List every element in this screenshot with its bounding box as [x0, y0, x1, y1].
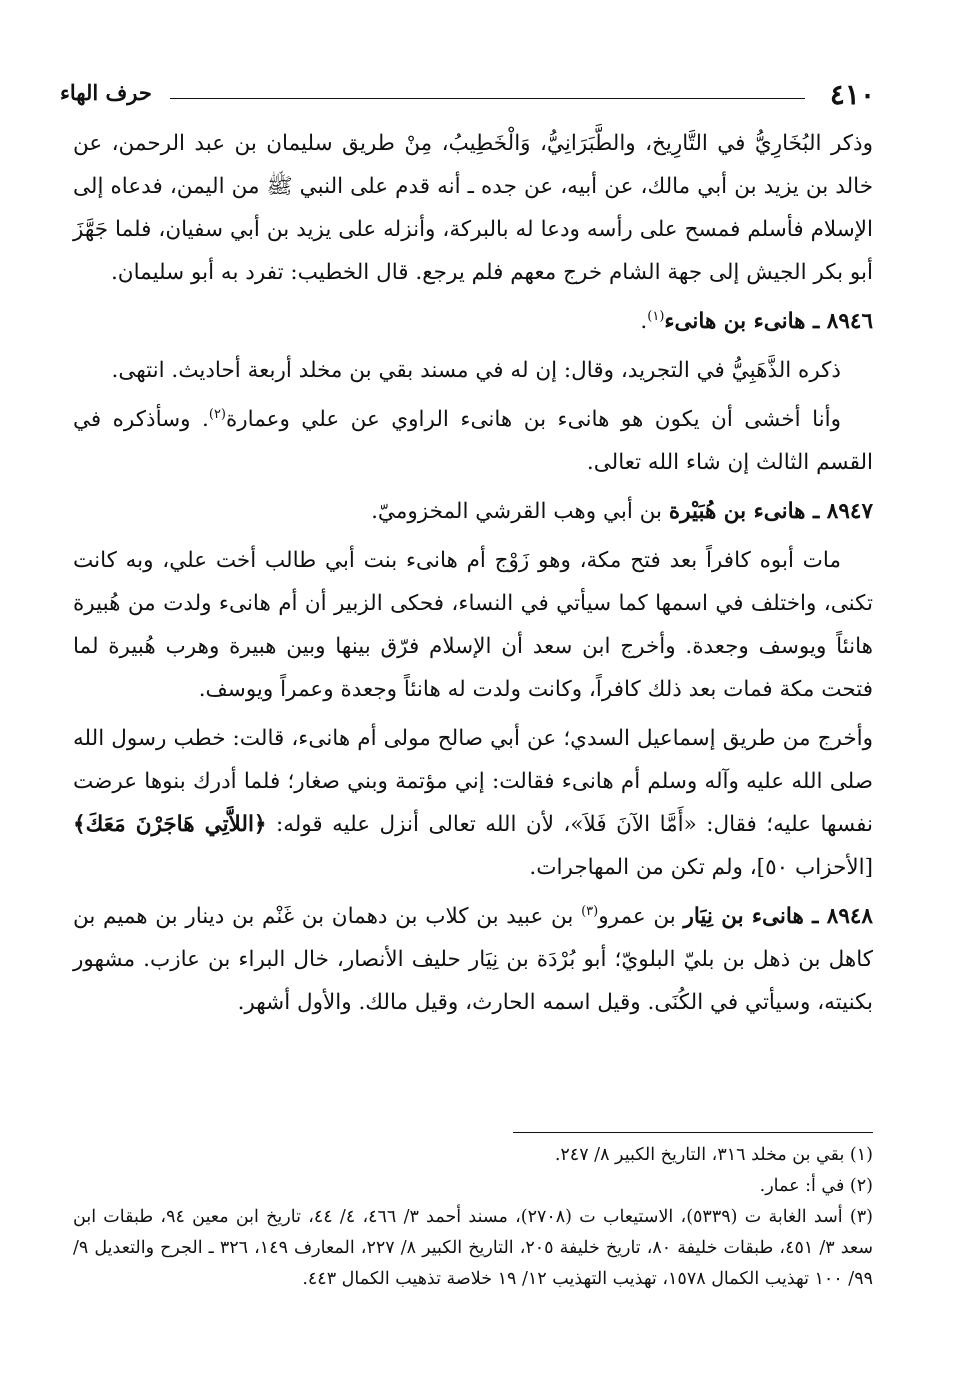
entry-heading: ٨٩٤٨ ـ هانىء بن نِيَار	[683, 904, 873, 929]
paragraph-father-death: مات أبوه كافراً بعد فتح مكة، وهو زَوْج أم هانىء بنت أبي طالب أخت علي، وبه كانت تكنى، واختلف في اسمها كما سيأتي في النساء، فحكى الزبير أن أم هانىء ولدت من هُبيرة هانئاً ويوسف وجعدة. وأخرج ابن سعد أن الإسلام فرّق بينها وبين هبيرة وهرب هُبيرة لما فتحت مكة فمات بعد ذلك كافراً، وكانت ولدت له هانئاً وجعدة وعمراً ويوسف.	[73, 548, 873, 702]
entry-lineage: بن عمرو	[598, 904, 684, 929]
footnote-rule	[513, 1132, 873, 1133]
entry-lineage: بن عبيد بن كلاب بن دهمان بن غَنْم بن دينار بن هميم بن كاهل بن ذهل بن بليّ البلويّ؛ أبو بُرْدَة بن نِيَار حليف الأنصار، خال البراء بن عازب. مشهور بكنيته، وسيأتي في الكُنَى. وقيل اسمه الحارث، وقيل مالك. والأول أشهر.	[73, 904, 873, 1015]
entry-heading-tail: .	[640, 309, 648, 334]
footnote-2: (٢) في أ: عمار.	[759, 1176, 873, 1196]
entry-8947	[73, 490, 873, 533]
entry-8948	[73, 895, 873, 1024]
footnotes	[73, 1140, 873, 1295]
running-title: حرف الهاء	[60, 80, 152, 105]
paragraph-text: وأنا أخشى أن يكون هو هانىء بن هانىء الراوي عن علي وعمارة	[226, 407, 841, 432]
paragraph-dhahabi: ذكره الذَّهَبِيُّ في التجريد، وقال: إن له في مسند بقي بن مخلد أربعة أحاديث. انتهى.	[111, 358, 841, 383]
quran-quote: ﴿اللاَّتِي هَاجَرْنَ مَعَكَ﴾	[73, 812, 267, 837]
paragraph-text: [الأحزاب ٥٠]، ولم تكن من المهاجرات.	[529, 855, 873, 880]
entry-8946	[73, 300, 873, 343]
page-number: ٤١٠	[829, 78, 875, 111]
footnote-ref: (١)	[647, 308, 665, 324]
main-text	[73, 122, 873, 1030]
header-rule	[170, 98, 805, 99]
paragraph-suddi-narration	[73, 717, 873, 889]
entry-heading: ٨٩٤٦ ـ هانىء بن هانىء	[664, 309, 873, 334]
footnote-3: (٣) أسد الغابة ت (٥٣٣٩)، الاستيعاب ت (٢٧٠٨)، مسند أحمد ٣/ ٤٦٦، ٤/ ٤٤، تاريخ ابن معين ٩٤، طبقات ابن سعد ٣/ ٤٥١، طبقات خليفة ٨٠، تاريخ خليفة ٢٠٥، التاريخ الكبير ٨/ ٢٢٧، المعارف ١٤٩، ٣٢٦ ـ الجرح والتعديل ٩/ ٩٩/ ١٠٠ تهذيب الكمال ١٥٧٨، تهذيب التهذيب ١٢/ ١٩ خلاصة تذهيب الكمال ٤٤٣.	[73, 1207, 873, 1289]
footnote-ref: (٣)	[581, 903, 599, 919]
paragraph-text: وأخرج من طريق إسماعيل السدي؛ عن أبي صالح مولى أم هانىء، قالت: خطب رسول الله صلى الله عليه وآله وسلم أم هانىء فقالت: إني مؤتمة وبني صغار؛ فلما أدرك بنوها عرضت نفسها عليه؛ فقال: «أَمَّا الآنَ فَلاَ»، لأن الله تعالى أنزل عليه قوله:	[73, 726, 874, 837]
paragraph-khalid-continuation: وذكر البُخَارِيُّ في التَّارِيخ، والطَّبَرَانِيُّ، وَالْخَطِيبُ، مِنْ طريق سليمان بن عبد الرحمن، عن خالد بن يزيد بن أبي مالك، عن أبيه، عن جده ـ أنه قدم على النبي ﷺ من اليمن، فدعاه إلى الإسلام فأسلم فمسح على رأسه ودعا له بالبركة، وأنزله على يزيد بن أبي سفيان، فلما جَهَّزَ أبو بكر الجيش إلى جهة الشام خرج معهم فلم يرجع. قال الخطيب: تفرد به أبو سليمان.	[73, 131, 873, 285]
paragraph-text: . وسأذكره في القسم الثالث إن شاء الله تعالى.	[73, 407, 873, 475]
footnote-ref: (٢)	[208, 406, 226, 422]
entry-lineage: بن أبي وهب القرشي المخزوميّ.	[371, 499, 669, 524]
page-header	[60, 78, 875, 112]
entry-heading: ٨٩٤٧ ـ هانىء بن هُبَيْرة	[668, 499, 873, 524]
footnote-1: (١) بقي بن مخلد ٣١٦، التاريخ الكبير ٨/ ٢٤٧.	[554, 1145, 873, 1165]
paragraph-author-note	[73, 398, 873, 484]
